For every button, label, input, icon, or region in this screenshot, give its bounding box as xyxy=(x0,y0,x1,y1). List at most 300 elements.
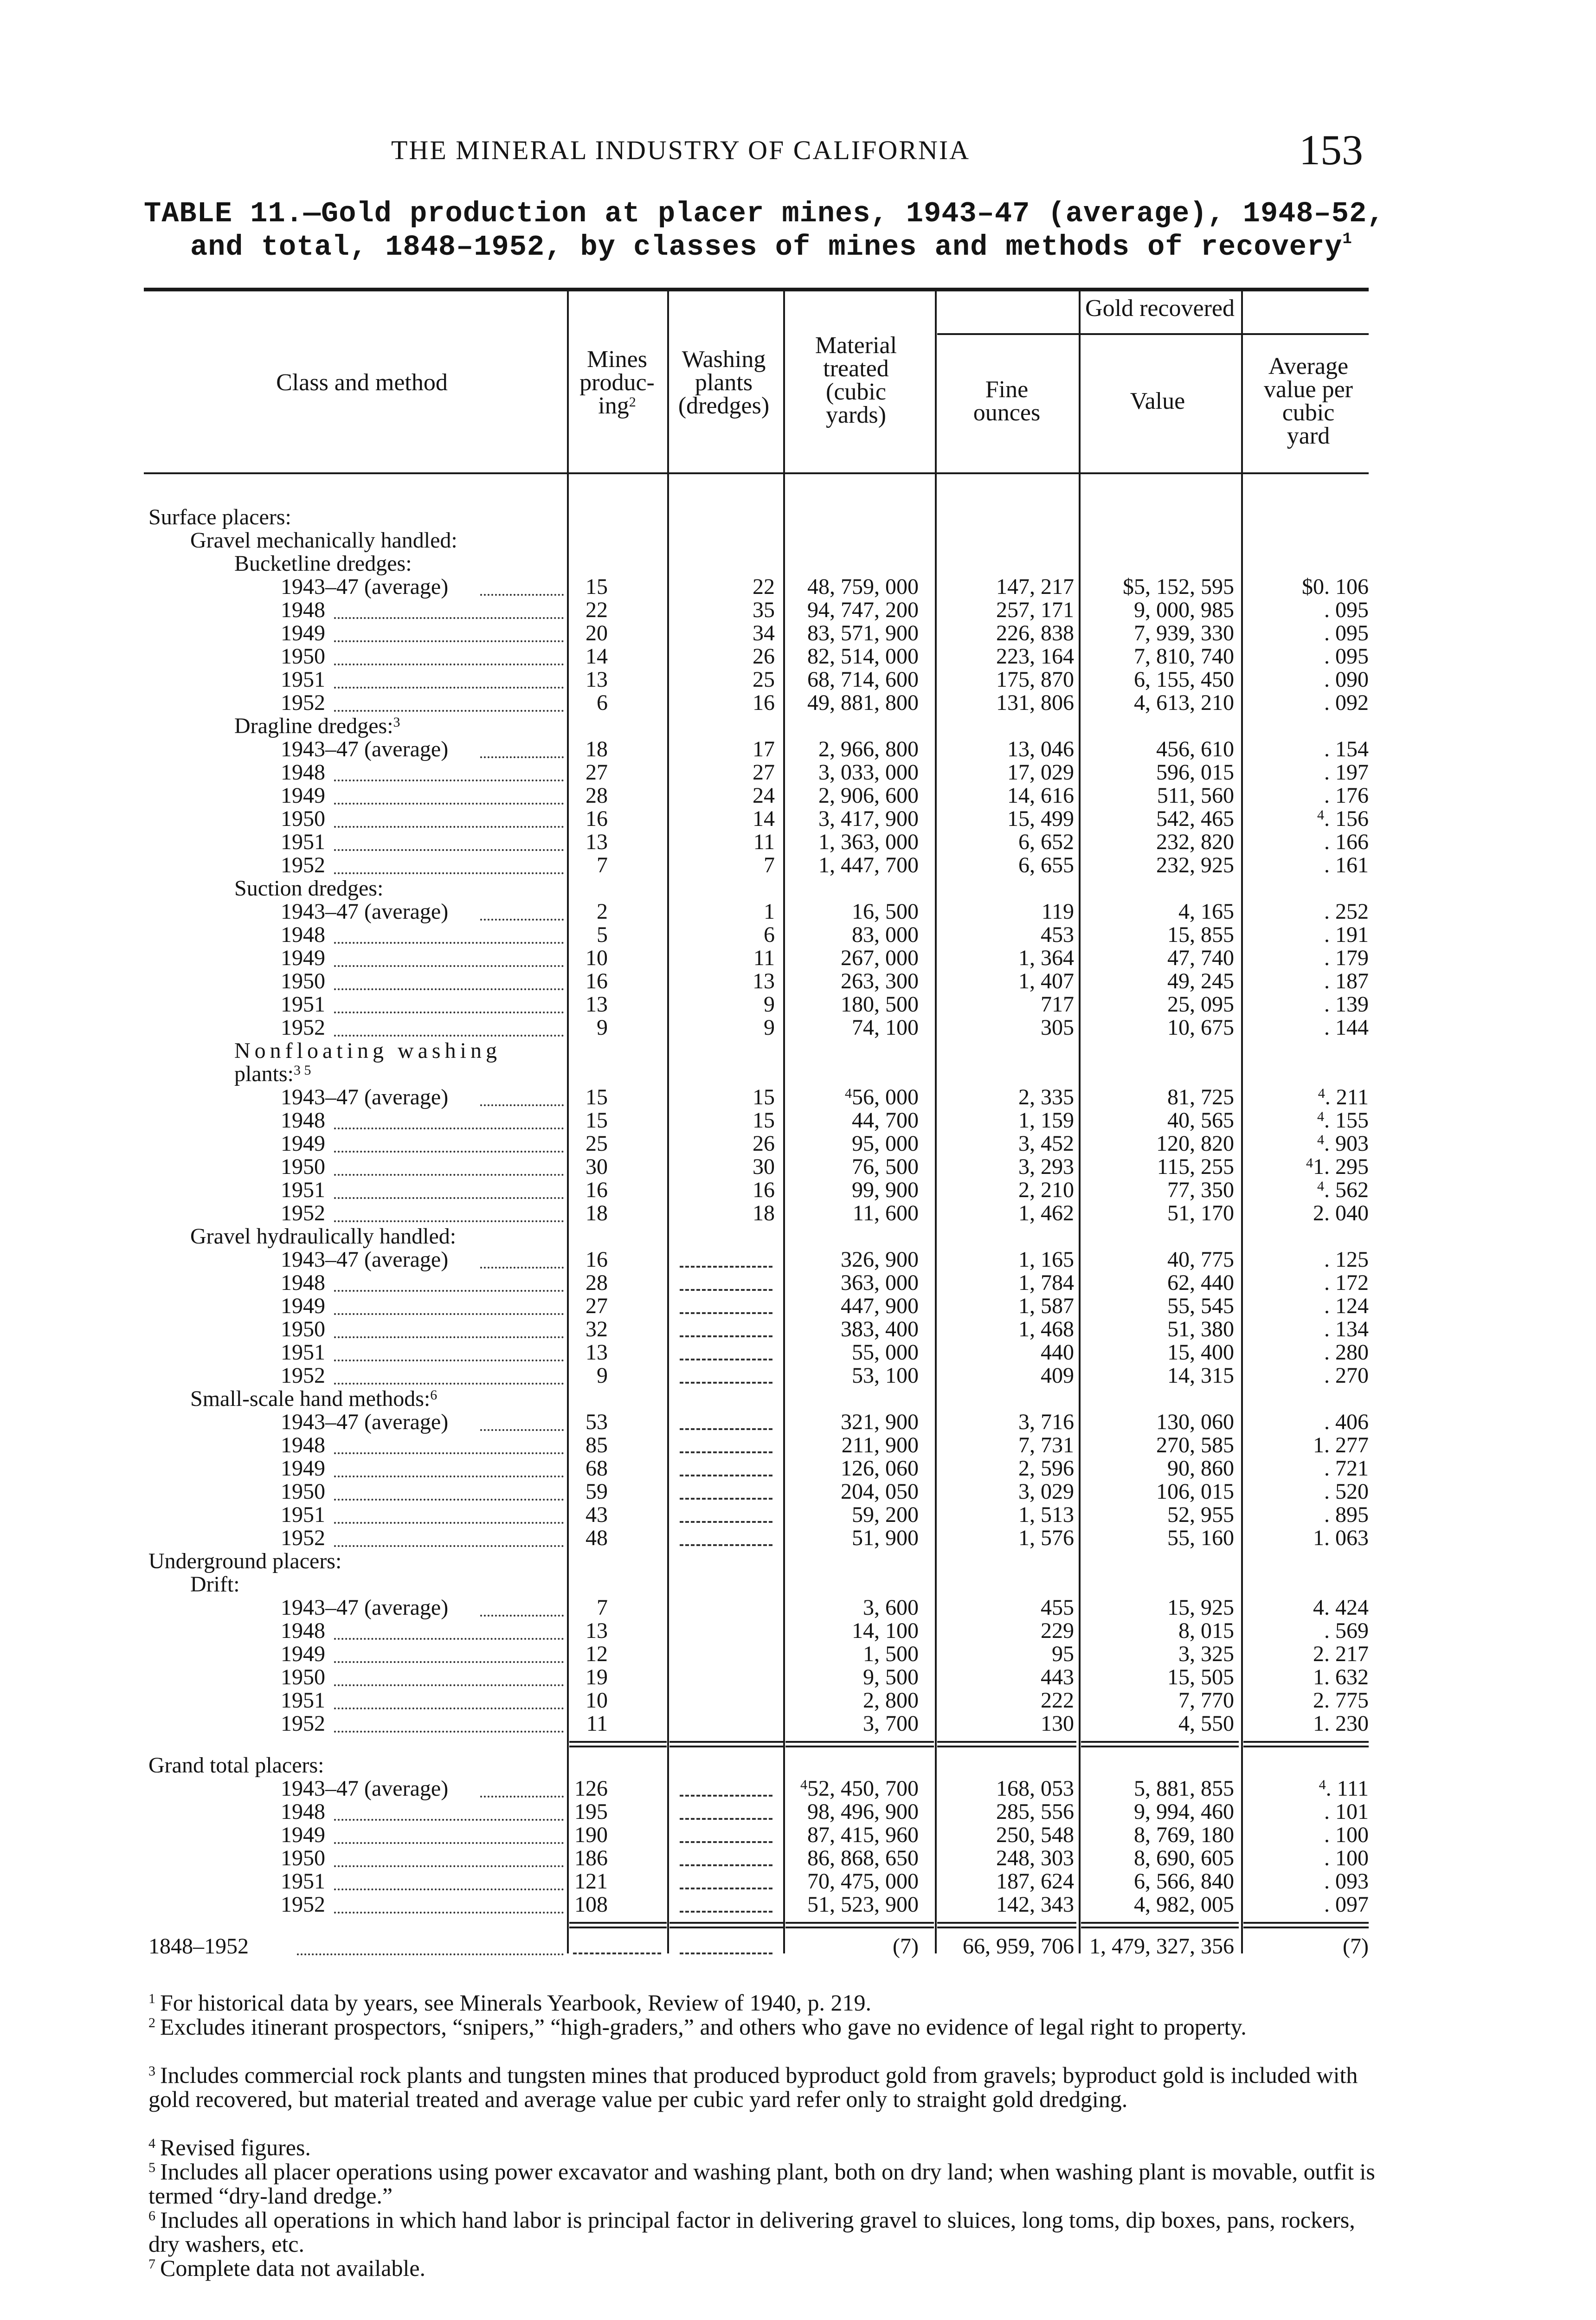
mines-cell-text: 108 xyxy=(574,1892,608,1917)
value-cell-text: 232, 820 xyxy=(1156,830,1234,854)
mines-cell xyxy=(586,993,608,1016)
header-average-value-text: Average xyxy=(1268,353,1349,380)
material-treated-cell xyxy=(863,1596,919,1619)
fine-ounces-cell-text: 1, 364 xyxy=(1018,946,1074,970)
table-row xyxy=(0,1295,1596,1318)
material-treated-cell xyxy=(863,1666,919,1689)
value-cell-text: 456, 610 xyxy=(1156,737,1234,761)
average-value-cell-text: . 095 xyxy=(1324,644,1369,669)
average-value-cell xyxy=(1324,831,1369,854)
mines-cell-text: 20 xyxy=(586,621,608,645)
mines-cell xyxy=(586,1248,608,1271)
dot-leader xyxy=(334,1865,564,1867)
table-row xyxy=(0,761,1596,784)
table-row xyxy=(0,1619,1596,1643)
mines-cell-text: 43 xyxy=(586,1502,608,1527)
washing-dash xyxy=(680,1335,772,1337)
table-caption-line-1 xyxy=(144,197,1384,230)
table-row xyxy=(0,1225,1596,1248)
table-row xyxy=(0,599,1596,622)
dot-leader xyxy=(334,1452,564,1454)
value-cell-text: 77, 350 xyxy=(1167,1178,1234,1202)
dot-leader xyxy=(334,780,564,781)
washing-plants-cell xyxy=(753,784,775,807)
dot-leader xyxy=(334,942,564,944)
washing-dash xyxy=(680,1475,772,1476)
mines-cell-text: 13 xyxy=(586,992,608,1017)
table-row xyxy=(0,993,1596,1016)
row-label-text: Surface placers: xyxy=(148,505,291,529)
row-label xyxy=(281,1271,325,1295)
row-label-text: 1948 xyxy=(281,1618,325,1643)
mines-cell-text: 190 xyxy=(574,1823,608,1847)
table-row xyxy=(0,1318,1596,1341)
value-cell xyxy=(1167,1202,1234,1225)
mines-cell-text: 15 xyxy=(586,1085,608,1109)
value-cell xyxy=(1167,1086,1234,1109)
fine-ounces-cell-text: 14, 616 xyxy=(1007,783,1074,808)
average-value-cell xyxy=(1324,993,1369,1016)
fine-ounces-cell-text: 3, 029 xyxy=(1018,1479,1074,1504)
caption-text-2: and total, 1848–1952, by classes of mines and methods of recovery xyxy=(190,231,1343,264)
fine-ounces-cell xyxy=(1007,761,1074,784)
value-cell xyxy=(1134,691,1234,715)
double-rule-b xyxy=(1243,1746,1369,1747)
table-top-rule xyxy=(144,288,1369,291)
average-value-cell xyxy=(1313,1666,1369,1689)
header-average-value-line xyxy=(1216,378,1401,401)
value-cell-text: 15, 505 xyxy=(1167,1665,1234,1689)
row-label xyxy=(281,1434,325,1457)
row-label xyxy=(281,1016,325,1039)
washing-plants-cell xyxy=(753,947,775,970)
row-label-text: 1949 xyxy=(281,946,325,970)
double-rule-b xyxy=(569,1927,667,1928)
dot-leader xyxy=(334,1012,564,1013)
average-value-cell xyxy=(1324,668,1369,691)
material-treated-cell xyxy=(818,761,919,784)
value-cell xyxy=(1178,1643,1234,1666)
washing-plants-cell xyxy=(753,738,775,761)
fine-ounces-cell-text: 305 xyxy=(1041,1015,1074,1040)
fine-ounces-cell xyxy=(1018,1527,1074,1550)
table-row xyxy=(0,1411,1596,1434)
row-label-text: 1950 xyxy=(281,644,325,669)
fine-ounces-cell xyxy=(1052,1643,1074,1666)
row-label xyxy=(281,993,325,1016)
mines-cell xyxy=(586,738,608,761)
row-label-text: Bucketline dredges: xyxy=(234,551,412,576)
material-treated-cell xyxy=(818,831,919,854)
value-cell xyxy=(1178,1712,1234,1735)
material-treated-cell-text: 83, 571, 900 xyxy=(807,621,919,645)
row-label-text: 1948 xyxy=(281,760,325,785)
dot-leader xyxy=(334,1290,564,1292)
value-cell-text: 4, 165 xyxy=(1178,899,1234,924)
dot-leader xyxy=(334,849,564,851)
row-label xyxy=(281,1202,325,1225)
average-value-cell xyxy=(1324,1480,1369,1503)
row-label xyxy=(281,1179,325,1202)
washing-plants-cell xyxy=(753,1109,775,1132)
value-cell xyxy=(1156,854,1234,877)
material-treated-cell xyxy=(818,738,919,761)
average-value-cell xyxy=(1313,1527,1369,1550)
mines-cell xyxy=(574,1824,608,1847)
washing-plants-cell xyxy=(753,645,775,668)
mines-cell-text: 30 xyxy=(586,1154,608,1179)
dot-leader xyxy=(334,1128,564,1129)
mines-cell-text: 32 xyxy=(586,1317,608,1341)
value-cell-text: 115, 255 xyxy=(1157,1154,1234,1179)
table-row xyxy=(0,738,1596,761)
material-treated-cell-ref: 4 xyxy=(845,1086,852,1101)
value-cell-text: 51, 380 xyxy=(1167,1317,1234,1341)
material-treated-cell xyxy=(841,1480,919,1503)
material-treated-cell-text: 447, 900 xyxy=(841,1294,919,1318)
washing-plants-cell-text: 13 xyxy=(753,969,775,993)
average-value-cell-text: 2. 040 xyxy=(1313,1201,1369,1225)
average-value-cell xyxy=(1343,1935,1369,1958)
table-row xyxy=(0,529,1596,552)
material-treated-cell-text: 326, 900 xyxy=(841,1247,919,1272)
mines-cell-text: 25 xyxy=(586,1131,608,1156)
row-label-text: 1948 xyxy=(281,598,325,622)
mines-cell-text: 195 xyxy=(574,1799,608,1824)
average-value-cell-text: $0. 106 xyxy=(1302,574,1369,599)
table-row xyxy=(0,947,1596,970)
fine-ounces-cell xyxy=(1018,1155,1074,1179)
washing-plants-cell-text: 15 xyxy=(753,1085,775,1109)
material-treated-cell xyxy=(807,691,919,715)
dot-leader xyxy=(334,1174,564,1176)
table-row xyxy=(0,784,1596,807)
material-treated-cell-text: 363, 000 xyxy=(841,1270,919,1295)
value-cell-text: 15, 855 xyxy=(1167,922,1234,947)
average-value-cell xyxy=(1313,1202,1369,1225)
row-label-text: 1952 xyxy=(281,1892,325,1917)
value-cell xyxy=(1156,761,1234,784)
fine-ounces-cell-text: 250, 548 xyxy=(996,1823,1074,1847)
fine-ounces-cell xyxy=(1042,900,1074,923)
dot-leader xyxy=(334,1661,564,1663)
double-rule-b xyxy=(669,1927,783,1928)
mines-cell-text: 13 xyxy=(586,1340,608,1365)
row-label xyxy=(190,1225,456,1248)
table-row xyxy=(0,1202,1596,1225)
row-label-text: 1950 xyxy=(281,1479,325,1504)
column-separator xyxy=(783,288,785,1953)
row-label xyxy=(281,1086,448,1109)
value-cell-text: 49, 245 xyxy=(1167,969,1234,993)
average-value-cell-text: . 134 xyxy=(1324,1317,1369,1341)
header-mines-text: ing xyxy=(598,393,629,419)
footnote xyxy=(148,2208,1383,2256)
material-treated-cell xyxy=(818,807,919,831)
row-label xyxy=(148,1935,249,1958)
header-average-value-line xyxy=(1216,425,1401,448)
average-value-cell-text: . 406 xyxy=(1324,1410,1369,1434)
material-treated-cell xyxy=(807,1824,919,1847)
row-label xyxy=(281,1132,325,1155)
fine-ounces-cell xyxy=(1041,1341,1074,1364)
row-label-text: 1950 xyxy=(281,1317,325,1341)
material-treated-cell-text: 55, 000 xyxy=(852,1340,919,1365)
fine-ounces-cell xyxy=(1041,1666,1074,1689)
dot-leader xyxy=(334,1545,564,1547)
value-cell xyxy=(1156,1434,1234,1457)
value-cell-text: 6, 566, 840 xyxy=(1134,1869,1234,1894)
dot-leader xyxy=(334,1684,564,1686)
row-label-text: Grand total placers: xyxy=(148,1753,324,1778)
washing-dash xyxy=(680,1451,772,1453)
average-value-cell-text: . 139 xyxy=(1324,992,1369,1017)
average-value-cell-text: . 562 xyxy=(1324,1178,1369,1202)
value-cell-text: 8, 690, 605 xyxy=(1134,1846,1234,1870)
row-label-text: 1952 xyxy=(281,690,325,715)
table-row xyxy=(0,1935,1596,1958)
mines-cell-text: 7 xyxy=(597,853,608,877)
fine-ounces-cell xyxy=(1018,1295,1074,1318)
table-row xyxy=(0,1712,1596,1735)
mines-cell-text: 27 xyxy=(586,1294,608,1318)
material-treated-cell xyxy=(852,1341,919,1364)
value-cell-text: 232, 925 xyxy=(1156,853,1234,877)
row-label xyxy=(281,1824,325,1847)
fine-ounces-cell xyxy=(1007,807,1074,831)
table-row xyxy=(0,622,1596,645)
mines-cell xyxy=(586,784,608,807)
fine-ounces-cell-text: 3, 293 xyxy=(1018,1154,1074,1179)
row-label-text: 1949 xyxy=(281,1823,325,1847)
washing-dash xyxy=(680,1428,772,1430)
row-label-text: 1951 xyxy=(281,830,325,854)
average-value-cell-text: 1. 295 xyxy=(1313,1154,1369,1179)
fine-ounces-cell xyxy=(996,1777,1074,1800)
mines-cell xyxy=(586,1619,608,1643)
value-cell xyxy=(1167,947,1234,970)
dot-leader xyxy=(334,1522,564,1524)
table-row xyxy=(0,900,1596,923)
mines-cell xyxy=(586,1271,608,1295)
washing-plants-cell xyxy=(753,807,775,831)
washing-plants-cell xyxy=(753,970,775,993)
washing-plants-cell xyxy=(764,854,775,877)
mines-cell-text: 28 xyxy=(586,783,608,808)
washing-plants-cell xyxy=(753,575,775,599)
row-label xyxy=(281,575,448,599)
value-cell-text: 40, 565 xyxy=(1167,1108,1234,1133)
row-label xyxy=(281,970,325,993)
material-treated-cell-text: 68, 714, 600 xyxy=(807,667,919,692)
average-value-cell xyxy=(1313,1434,1369,1457)
washing-dash xyxy=(680,1359,772,1360)
table-row xyxy=(0,1573,1596,1596)
average-value-cell xyxy=(1324,691,1369,715)
header-washing-text: (dredges) xyxy=(678,393,770,419)
value-cell-text: 5, 881, 855 xyxy=(1134,1776,1234,1801)
dot-leader xyxy=(334,1336,564,1338)
value-cell-text: 4, 613, 210 xyxy=(1134,690,1234,715)
mines-cell xyxy=(586,1132,608,1155)
material-treated-cell-text: 74, 100 xyxy=(852,1015,919,1040)
fine-ounces-cell-text: 1, 587 xyxy=(1018,1294,1074,1318)
washing-plants-cell xyxy=(753,831,775,854)
dot-leader xyxy=(334,988,564,990)
average-value-cell xyxy=(1313,1712,1369,1735)
average-value-cell-text: . 721 xyxy=(1324,1456,1369,1481)
value-cell-text: 90, 860 xyxy=(1167,1456,1234,1481)
row-label xyxy=(281,599,325,622)
value-cell-text: 542, 465 xyxy=(1156,806,1234,831)
mines-cell xyxy=(586,1155,608,1179)
table-row xyxy=(0,1387,1596,1411)
row-label xyxy=(281,1689,325,1712)
fine-ounces-cell xyxy=(1018,1132,1074,1155)
washing-plants-cell-text: 11 xyxy=(753,946,775,970)
table-row xyxy=(0,1527,1596,1550)
material-treated-cell xyxy=(841,1411,919,1434)
washing-plants-cell xyxy=(764,900,775,923)
double-rule-b xyxy=(1081,1746,1239,1747)
row-label xyxy=(281,1248,448,1271)
value-cell-text: 8, 769, 180 xyxy=(1134,1823,1234,1847)
header-material-line xyxy=(763,334,949,357)
value-cell xyxy=(1134,1824,1234,1847)
header-average-value-text: value per xyxy=(1263,376,1353,403)
mines-cell xyxy=(586,1341,608,1364)
mines-cell-text: 9 xyxy=(597,1363,608,1388)
row-label xyxy=(281,1712,325,1735)
row-label xyxy=(234,877,383,900)
dot-leader xyxy=(334,1313,564,1315)
value-cell-text: 81, 725 xyxy=(1167,1085,1234,1109)
material-treated-cell-text: 3, 033, 000 xyxy=(818,760,919,785)
average-value-cell xyxy=(1306,1155,1369,1179)
double-rule-b xyxy=(1243,1927,1369,1928)
header-material-line xyxy=(763,357,949,380)
mines-cell-text: 13 xyxy=(586,830,608,854)
mines-cell xyxy=(586,807,608,831)
fine-ounces-cell xyxy=(1018,1503,1074,1527)
material-treated-cell-text: 2, 800 xyxy=(863,1688,919,1713)
value-cell-text: 7, 810, 740 xyxy=(1134,644,1234,669)
table-row xyxy=(0,1063,1596,1086)
fine-ounces-cell-text: 13, 046 xyxy=(1007,737,1074,761)
average-value-cell xyxy=(1324,1271,1369,1295)
mines-cell-text: 16 xyxy=(586,806,608,831)
header-mines-ref: 2 xyxy=(629,394,636,410)
dot-leader xyxy=(334,1499,564,1501)
fine-ounces-cell xyxy=(996,622,1074,645)
value-cell-text: 4, 550 xyxy=(1178,1711,1234,1736)
fine-ounces-cell-text: 66, 959, 706 xyxy=(963,1934,1074,1959)
mines-cell-text: 15 xyxy=(586,1108,608,1133)
mines-cell xyxy=(586,1411,608,1434)
table-row xyxy=(0,1596,1596,1619)
fine-ounces-cell-text: 1, 462 xyxy=(1018,1201,1074,1225)
washing-plants-cell-text: 30 xyxy=(753,1154,775,1179)
average-value-cell-text: . 569 xyxy=(1324,1618,1369,1643)
average-value-cell-text: 1. 230 xyxy=(1313,1711,1369,1736)
mines-cell xyxy=(586,1480,608,1503)
table-row xyxy=(0,1893,1596,1916)
material-treated-cell xyxy=(841,947,919,970)
row-label-text: 1949 xyxy=(281,1456,325,1481)
row-label xyxy=(281,1643,325,1666)
mines-cell-text: 85 xyxy=(586,1433,608,1457)
caption-text-1: TABLE 11.—Gold production at placer mines, 1943–47 (average), 1948–52, xyxy=(144,197,1385,230)
mines-cell xyxy=(586,1434,608,1457)
washing-dash xyxy=(680,1864,772,1866)
washing-plants-cell-text: 34 xyxy=(753,621,775,645)
value-cell-text: 120, 820 xyxy=(1156,1131,1234,1156)
washing-dash xyxy=(680,1312,772,1314)
mines-cell xyxy=(586,1109,608,1132)
value-cell xyxy=(1123,575,1234,599)
mines-cell-text: 16 xyxy=(586,1178,608,1202)
material-treated-cell xyxy=(841,1295,919,1318)
mines-cell-text: 9 xyxy=(597,1015,608,1040)
row-label-text: 1951 xyxy=(281,1502,325,1527)
material-treated-cell-text: 52, 450, 700 xyxy=(807,1776,919,1801)
mines-cell xyxy=(597,900,608,923)
row-label xyxy=(281,854,325,877)
row-label xyxy=(281,1666,325,1689)
row-label-text: Underground placers: xyxy=(148,1549,342,1573)
mines-cell xyxy=(586,831,608,854)
average-value-cell-text: 2. 775 xyxy=(1313,1688,1369,1713)
average-value-cell-text: . 097 xyxy=(1324,1892,1369,1917)
washing-plants-cell xyxy=(753,761,775,784)
double-rule-a xyxy=(1243,1922,1369,1924)
double-rule-a xyxy=(669,1741,783,1743)
washing-plants-cell-text: 35 xyxy=(753,598,775,622)
table-row xyxy=(0,831,1596,854)
material-treated-cell xyxy=(852,1619,919,1643)
footnote xyxy=(148,2159,1383,2208)
value-cell-text: 270, 585 xyxy=(1156,1433,1234,1457)
value-cell xyxy=(1167,970,1234,993)
dot-leader xyxy=(334,1708,564,1709)
material-treated-cell-text: 3, 600 xyxy=(863,1595,919,1620)
fine-ounces-cell-text: 440 xyxy=(1041,1340,1074,1365)
fine-ounces-cell-text: 3, 452 xyxy=(1018,1131,1074,1156)
mines-cell xyxy=(597,1596,608,1619)
washing-dash xyxy=(680,1544,772,1546)
value-cell xyxy=(1167,1527,1234,1550)
material-treated-cell xyxy=(852,1132,919,1155)
mines-cell xyxy=(586,1666,608,1689)
dot-leader xyxy=(334,803,564,805)
mines-cell-text: 10 xyxy=(586,946,608,970)
row-label-text: 1950 xyxy=(281,1154,325,1179)
average-value-cell xyxy=(1318,1086,1369,1109)
table-row xyxy=(0,1364,1596,1387)
material-treated-cell xyxy=(852,1179,919,1202)
washing-dash xyxy=(680,1521,772,1523)
table-row xyxy=(0,970,1596,993)
value-cell xyxy=(1134,622,1234,645)
average-value-cell-text: 1. 632 xyxy=(1313,1665,1369,1689)
table-row xyxy=(0,1689,1596,1712)
washing-plants-cell-text: 17 xyxy=(753,737,775,761)
table-row xyxy=(0,1109,1596,1132)
dot-leader xyxy=(480,1429,564,1431)
dot-leader xyxy=(334,965,564,967)
average-value-cell-text: . 520 xyxy=(1324,1479,1369,1504)
row-label xyxy=(281,1777,448,1800)
